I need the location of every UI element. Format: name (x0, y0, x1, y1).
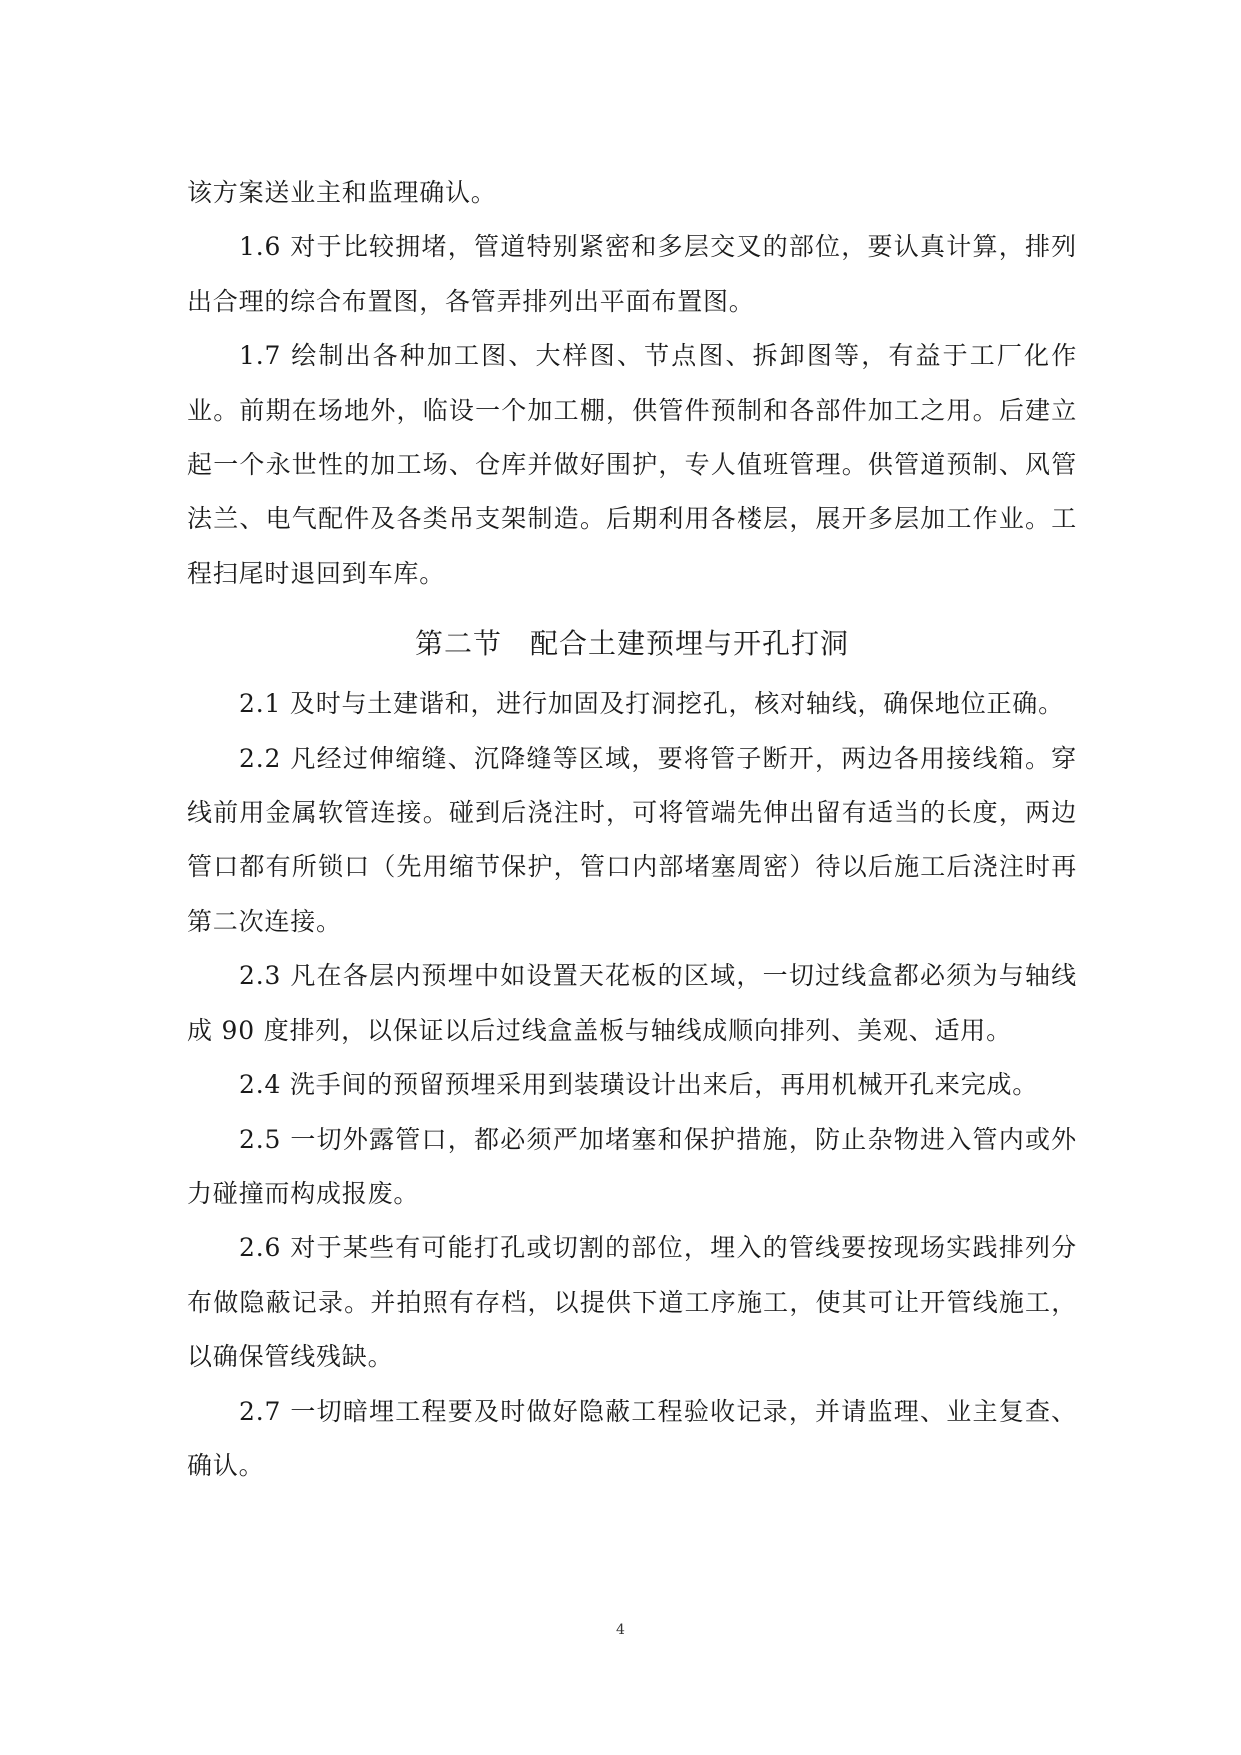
paragraph-continuation: 该方案送业主和监理确认。 (187, 178, 497, 207)
section-heading (187, 617, 1077, 671)
paragraph-2-3: 2.3 凡在各层内预埋中如设置天花板的区域，一切过线盒都必须为与轴线成 90 度排列，以保证以后过线盒盖板与轴线成顺向排列、美观、适用。 (187, 961, 1077, 1045)
paragraph-2-4: 2.4 洗手间的预留预埋采用到装璜设计出来后，再用机械开孔来完成。 (239, 1070, 1039, 1100)
paragraph-1-6: 1.6 对于比较拥堵，管道特别紧密和多层交叉的部位，要认真计算，排列出合理的综合布置图，各管弄排列出平面布置图。 (187, 232, 1077, 316)
page-number: 4 (616, 1622, 625, 1638)
paragraph-2-1: 2.1 及时与土建谐和，进行加固及打洞挖孔，核对轴线，确保地位正确。 (239, 689, 1064, 719)
page-content (187, 166, 1077, 1493)
paragraph-2-7: 2.7 一切暗埋工程要及时做好隐蔽工程验收记录，并请监理、业主复查、确认。 (187, 1396, 1077, 1480)
paragraph-1-7: 1.7 绘制出各种加工图、大样图、节点图、拆卸图等，有益于工厂化作业。前期在场地外，临设一个加工棚，供管件预制和各部件加工之用。后建立起一个永世性的加工场、仓库并做好围护，专人值班管理。供管道预制、风管法兰、电气配件及各类吊支架制造。后期利用各楼层，展开多层加工作业。工程扫尾时退回到车库。 (187, 341, 1077, 588)
paragraph-2-5: 2.5 一切外露管口，都必须严加堵塞和保护措施，防止杂物进入管内或外力碰撞而构成报废。 (187, 1124, 1077, 1208)
section-title: 配合土建预埋与开孔打洞 (530, 627, 850, 661)
section-number: 第二节 (414, 627, 502, 661)
paragraph-2-2: 2.2 凡经过伸缩缝、沉降缝等区域，要将管子断开，两边各用接线箱。穿线前用金属软管连接。碰到后浇注时，可将管端先伸出留有适当的长度，两边管口都有所锁口（先用缩节保护，管口内部堵塞周密）待以后施工后浇注时再第二次连接。 (187, 743, 1077, 936)
paragraph-2-6: 2.6 对于某些有可能打孔或切割的部位，埋入的管线要按现场实践排列分布做隐蔽记录。并拍照有存档，以提供下道工序施工，使其可让开管线施工，以确保管线残缺。 (187, 1233, 1077, 1372)
